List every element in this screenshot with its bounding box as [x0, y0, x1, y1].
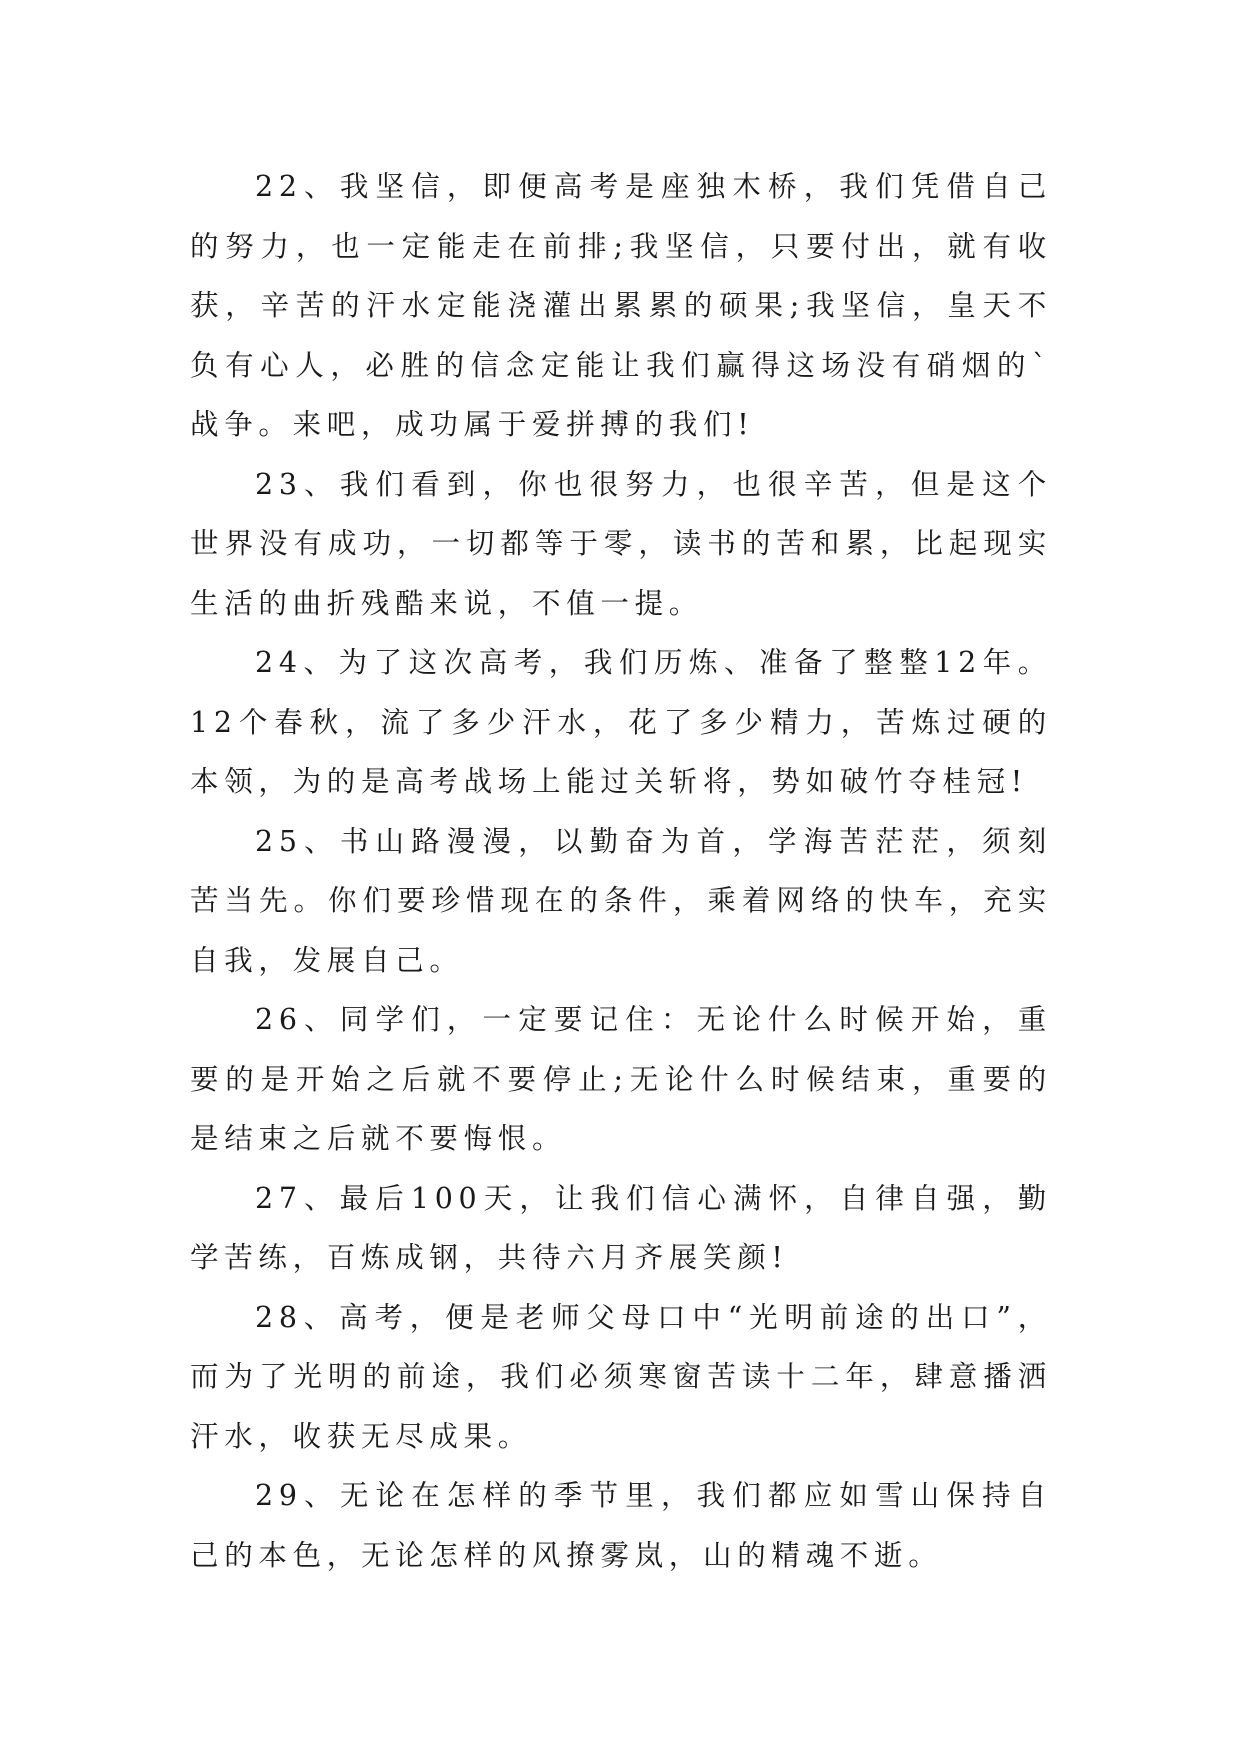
document-body [190, 157, 1052, 1585]
paragraph-25: 25、书山路漫漫，以勤奋为首，学海苦茫茫，须刻苦当先。你们要珍惜现在的条件，乘着网络的快车，充实自我，发展自己。 [190, 824, 1052, 977]
paragraph-27: 27、最后100天，让我们信心满怀，自律自强，勤学苦练，百炼成钢，共待六月齐展笑颜! [190, 1181, 1052, 1274]
paragraph-23: 23、我们看到，你也很努力，也很辛苦，但是这个世界没有成功，一切都等于零，读书的苦和累，比起现实生活的曲折残酷来说，不值一提。 [190, 467, 1052, 620]
paragraph-29: 29、无论在怎样的季节里，我们都应如雪山保持自己的本色，无论怎样的风撩雾岚，山的精魂不逝。 [190, 1479, 1052, 1572]
paragraph-26: 26、同学们，一定要记住：无论什么时候开始，重要的是开始之后就不要停止;无论什么时候结束，重要的是结束之后就不要悔恨。 [190, 1003, 1052, 1155]
paragraph-22: 22、我坚信，即便高考是座独木桥，我们凭借自己的努力，也一定能走在前排;我坚信，只要付出，就有收获，辛苦的汗水定能浇灌出累累的硕果;我坚信，皇天不负有心人，必胜的信念定能让我们赢得这场没有硝烟的`战争。来吧，成功属于爱拼搏的我们! [190, 170, 1052, 441]
paragraph-28: 28、高考，便是老师父母口中“光明前途的出口”，而为了光明的前途，我们必须寒窗苦读十二年，肆意播洒汗水，收获无尽成果。 [190, 1300, 1052, 1453]
paragraph-24: 24、为了这次高考，我们历炼、准备了整整12年。12个春秋，流了多少汗水，花了多少精力，苦炼过硬的本领，为的是高考战场上能过关斩将，势如破竹夺桂冠! [190, 646, 1052, 798]
